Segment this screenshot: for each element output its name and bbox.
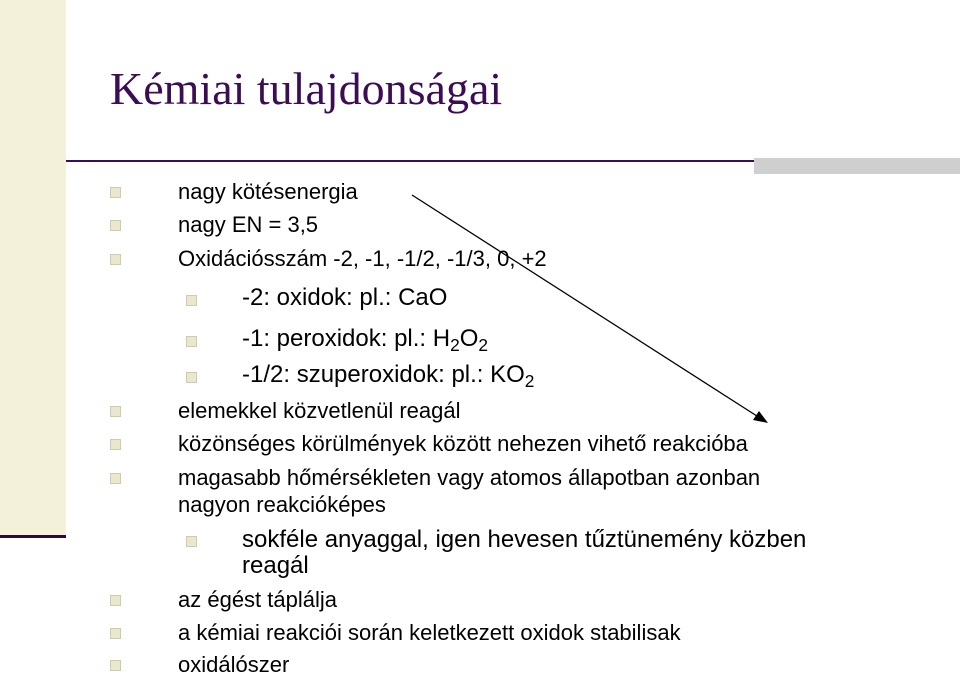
- list-item: oxidálószer: [178, 652, 290, 677]
- list-item: -2: oxidok: pl.: CaO: [242, 284, 448, 311]
- list-item: -1: peroxidok: pl.: $H_2O_2$: [242, 325, 488, 356]
- list-item: Oxidációsszám -2, -1, -1/2, -1/3, 0, +2: [178, 246, 547, 271]
- list-item: magasabb hőmérsékleten vagy atomos állapotban azonban: [178, 465, 761, 490]
- arrow-head-icon: [753, 411, 768, 423]
- list-item: reagál: [242, 552, 309, 579]
- list-item: nagyon reakcióképes: [178, 492, 386, 517]
- slide-title: Kémiai tulajdonságai: [110, 63, 503, 114]
- list-item: -1/2: szuperoxidok: pl.: $KO_2$: [242, 361, 535, 392]
- list-item: a kémiai reakciói során keletkezett oxidok stabilisak: [178, 620, 681, 645]
- list-item: az égést táplálja: [178, 587, 337, 612]
- list-item: nagy kötésenergia: [178, 179, 358, 204]
- list-item: közönséges körülmények között nehezen vihető reakcióba: [178, 431, 748, 456]
- arrow-line: [412, 195, 760, 418]
- list-item: elemekkel közvetlenül reagál: [178, 398, 461, 423]
- list-item: sokféle anyaggal, igen hevesen tűztünemény közben: [242, 526, 807, 553]
- list-item: nagy EN = 3,5: [178, 212, 319, 237]
